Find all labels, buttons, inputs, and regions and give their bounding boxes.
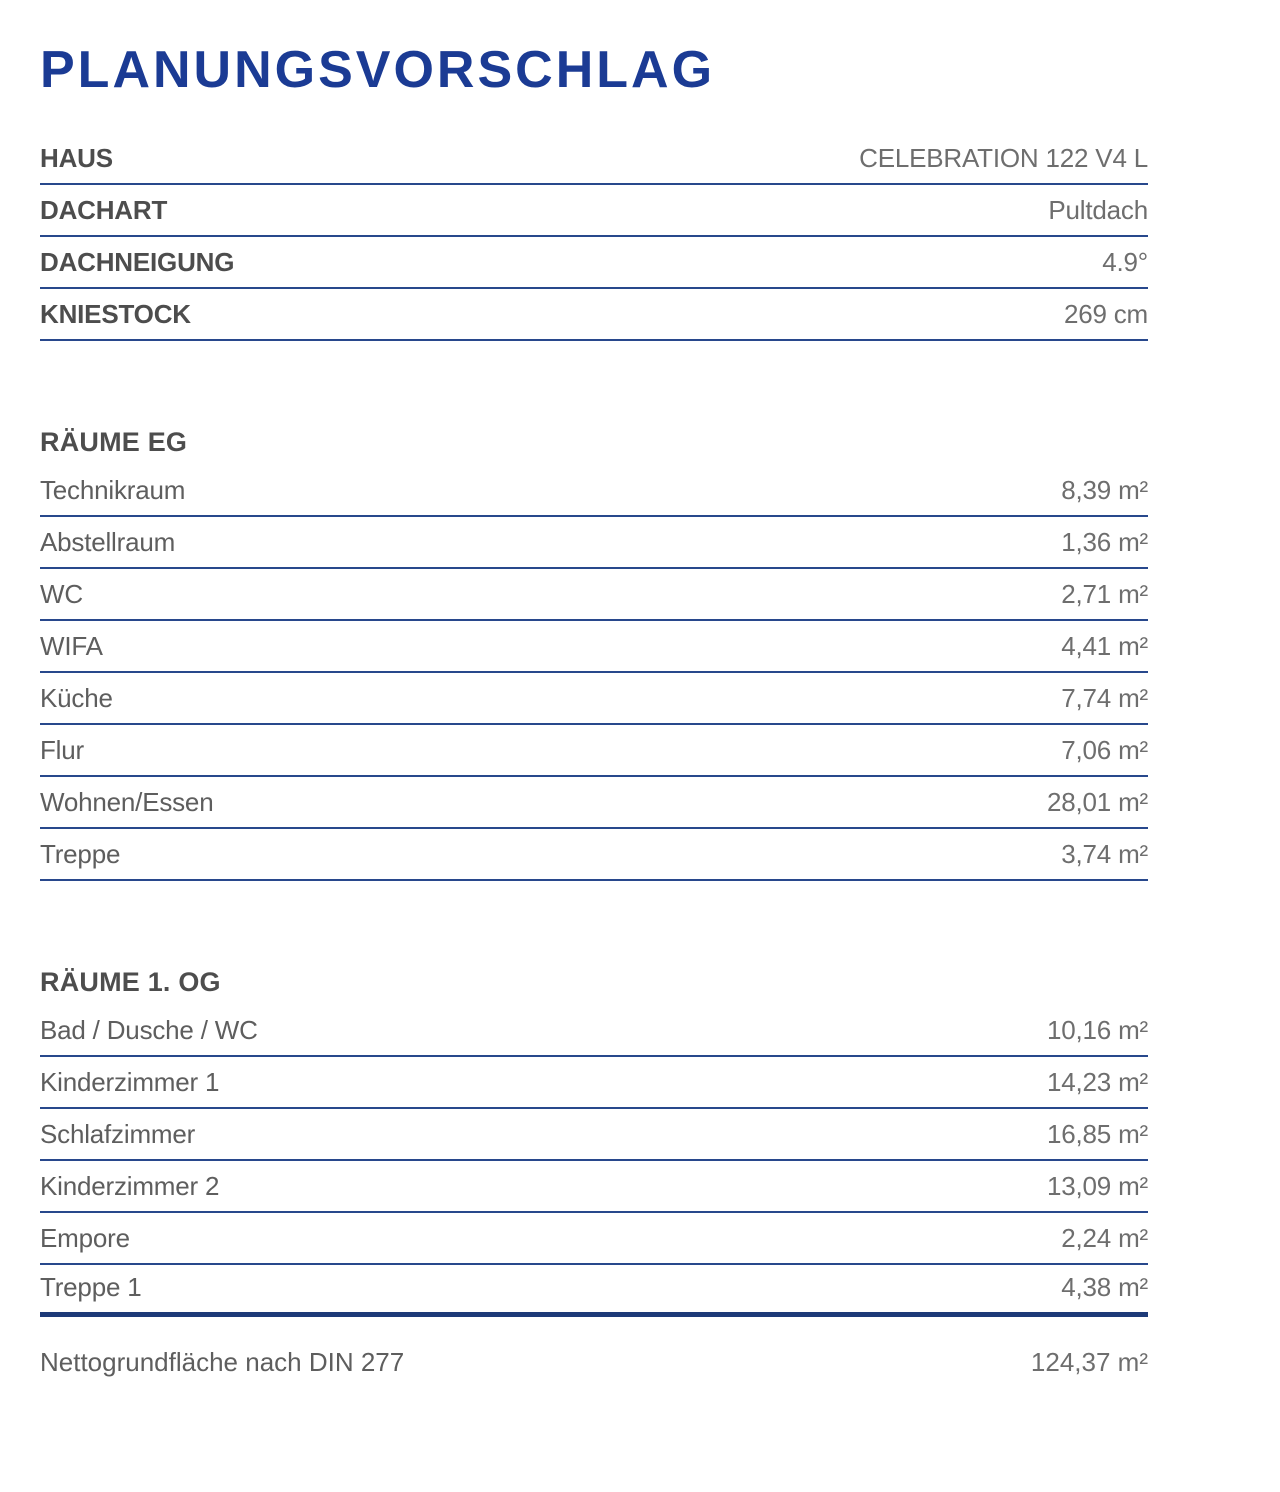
room-area-value: 14,23 m²: [1046, 1067, 1148, 1098]
room-area-value: 1,36 m²: [1061, 527, 1148, 558]
total-value: 124,37 m²: [1030, 1347, 1148, 1378]
room-area-value: 28,01 m²: [1046, 787, 1148, 818]
info-row-value: 269 cm: [1063, 299, 1148, 330]
room-label: Abstellraum: [40, 527, 176, 558]
section-raeume-og: [40, 967, 1148, 1317]
table-row: [40, 673, 1148, 725]
section-title: RÄUME 1. OG: [40, 967, 221, 998]
table-row: [40, 133, 1148, 185]
info-row-value: 4.9°: [1102, 247, 1148, 278]
room-label: WC: [40, 579, 83, 610]
section-raeume-eg: [40, 427, 1148, 881]
total-label: Nettogrundfläche nach DIN 277: [40, 1347, 405, 1378]
room-label: Flur: [40, 735, 84, 766]
room-area-value: 4,41 m²: [1061, 631, 1148, 662]
table-row: [40, 185, 1148, 237]
table-row: [40, 1005, 1148, 1057]
table-row: [40, 289, 1148, 341]
table-row: [40, 237, 1148, 289]
room-label: Treppe 1: [40, 1272, 142, 1303]
room-area-value: 7,74 m²: [1061, 683, 1148, 714]
room-area-value: 2,71 m²: [1061, 579, 1148, 610]
info-row-label: KNIESTOCK: [40, 299, 191, 330]
info-row-label: HAUS: [40, 143, 113, 174]
total-row: [40, 1347, 1148, 1378]
info-row-value: CELEBRATION 122 V4 L: [859, 143, 1148, 174]
room-area-value: 16,85 m²: [1046, 1119, 1148, 1150]
info-row-value: Pultdach: [1048, 195, 1148, 226]
room-label: Bad / Dusche / WC: [40, 1015, 258, 1046]
room-label: Technikraum: [40, 475, 186, 506]
table-row: [40, 1265, 1148, 1317]
room-area-value: 8,39 m²: [1061, 475, 1148, 506]
table-row: [40, 621, 1148, 673]
table-row: [40, 1161, 1148, 1213]
room-area-value: 10,16 m²: [1046, 1015, 1148, 1046]
room-label: Treppe: [40, 839, 121, 870]
table-row: [40, 517, 1148, 569]
table-row: [40, 1213, 1148, 1265]
house-info-table: [40, 133, 1148, 341]
room-label: WIFA: [40, 631, 103, 662]
room-label: Wohnen/Essen: [40, 787, 214, 818]
section-title: RÄUME EG: [40, 427, 188, 458]
table-row: [40, 829, 1148, 881]
table-row: [40, 777, 1148, 829]
table-row: [40, 465, 1148, 517]
table-row: [40, 569, 1148, 621]
room-area-value: 7,06 m²: [1061, 735, 1148, 766]
table-row: [40, 1057, 1148, 1109]
room-label: Schlafzimmer: [40, 1119, 196, 1150]
room-area-value: 2,24 m²: [1061, 1223, 1148, 1254]
room-label: Kinderzimmer 2: [40, 1171, 220, 1202]
table-row: [40, 725, 1148, 777]
room-label: Küche: [40, 683, 113, 714]
room-area-value: 4,38 m²: [1061, 1272, 1148, 1303]
table-row: [40, 1109, 1148, 1161]
room-label: Kinderzimmer 1: [40, 1067, 220, 1098]
page-title: PLANUNGSVORSCHLAG: [40, 41, 716, 99]
room-label: Empore: [40, 1223, 130, 1254]
info-row-label: DACHNEIGUNG: [40, 247, 235, 278]
info-row-label: DACHART: [40, 195, 168, 226]
room-area-value: 3,74 m²: [1061, 839, 1148, 870]
room-area-value: 13,09 m²: [1046, 1171, 1148, 1202]
